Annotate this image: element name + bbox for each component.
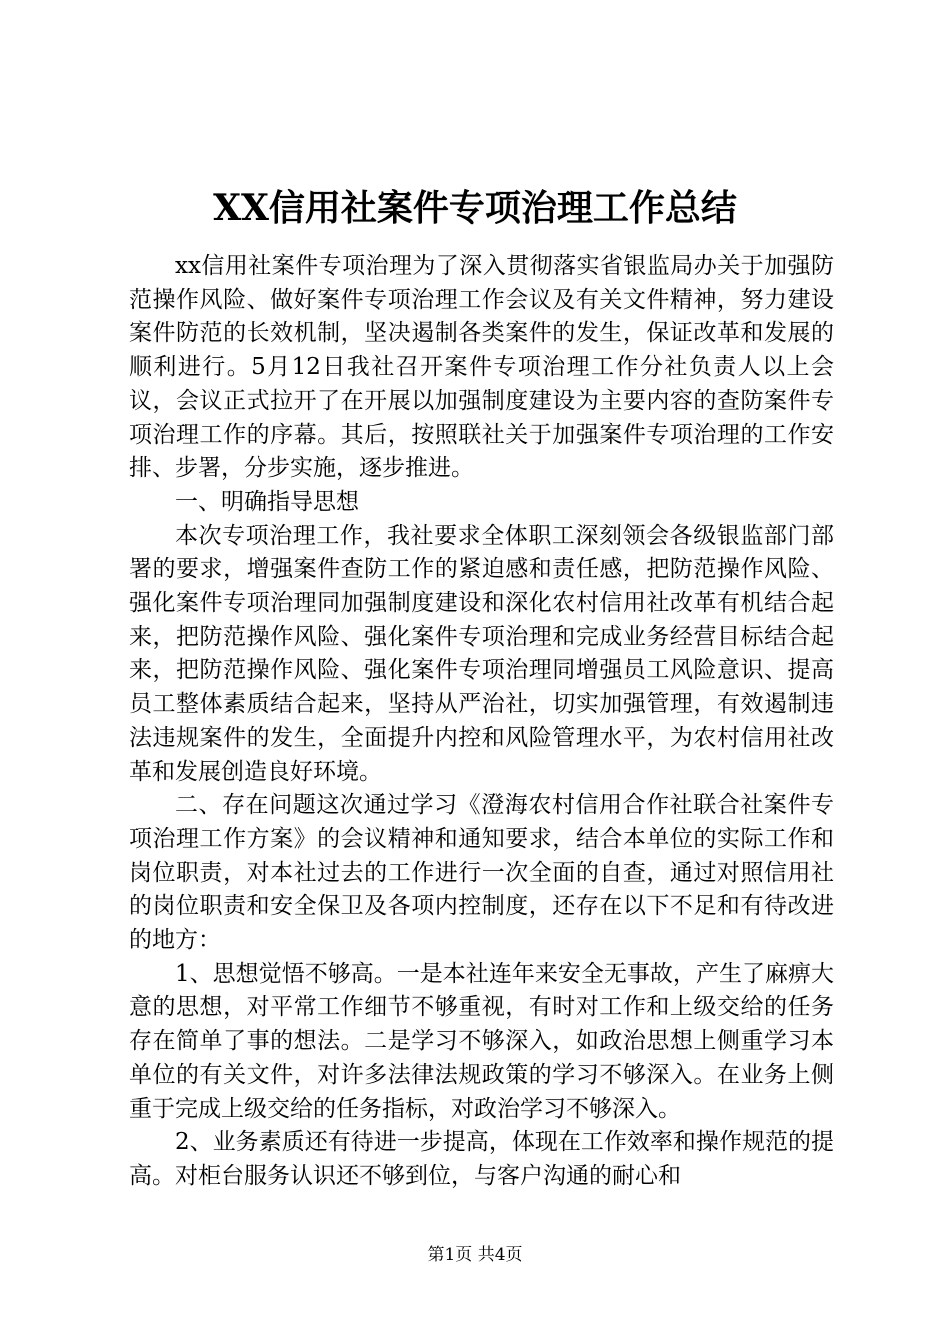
paragraph-existing-problems: 二、存在问题这次通过学习《澄海农村信用合作社联合社案件专项治理工作方案》的会议精神和通知要求，结合本单位的实际工作和岗位职责，对本社过去的工作进行一次全面的自查，通过对照信用社的岗位职责和安全保卫及各项内控制度，还存在以下不足和有待改进的地方： — [129, 792, 834, 954]
paragraph-problem-2: 2、业务素质还有待进一步提高，体现在工作效率和操作规范的提高。对柜台服务认识还不够到位，与客户沟通的耐心和 — [129, 1129, 834, 1189]
paragraph-guiding-thought: 本次专项治理工作，我社要求全体职工深刻领会各级银监部门部署的要求，增强案件查防工作的紧迫感和责任感，把防范操作风险、强化案件专项治理同加强制度建设和深化农村信用社改革有机结合起来，把防范操作风险、强化案件专项治理和完成业务经营目标结合起来，把防范操作风险、强化案件专项治理同增强员工风险意识、提高员工整体素质结合起来，坚持从严治社，切实加强管理，有效遏制违法违规案件的发生，全面提升内控和风险管理水平，为农村信用社改革和发展创造良好环境。 — [129, 522, 834, 785]
paragraph-intro: xx信用社案件专项治理为了深入贯彻落实省银监局办关于加强防范操作风险、做好案件专项治理工作会议及有关文件精神，努力建设案件防范的长效机制，坚决遏制各类案件的发生，保证改革和发展的顺利进行。5月12日我社召开案件专项治理工作分社负责人以上会议，会议正式拉开了在开展以加强制度建设为主要内容的查防案件专项治理工作的序幕。其后，按照联社关于加强案件专项治理的工作安排、步署，分步实施，逐步推进。 — [129, 253, 834, 482]
section-heading-guiding-thought: 一、明确指导思想 — [175, 488, 359, 515]
document-body — [129, 250, 834, 1194]
paragraph-problem-1: 1、思想觉悟不够高。一是本社连年来安全无事故，产生了麻痹大意的思想，对平常工作细节不够重视，有时对工作和上级交给的任务存在简单了事的想法。二是学习不够深入，如政治思想上侧重学习本单位的有关文件，对许多法律法规政策的学习不够深入。在业务上侧重于完成上级交给的任务指标，对政治学习不够深入。 — [129, 960, 834, 1122]
page-number-footer: 第1页 共4页 — [427, 1245, 523, 1265]
document-title: XX信用社案件专项治理工作总结 — [213, 187, 737, 229]
